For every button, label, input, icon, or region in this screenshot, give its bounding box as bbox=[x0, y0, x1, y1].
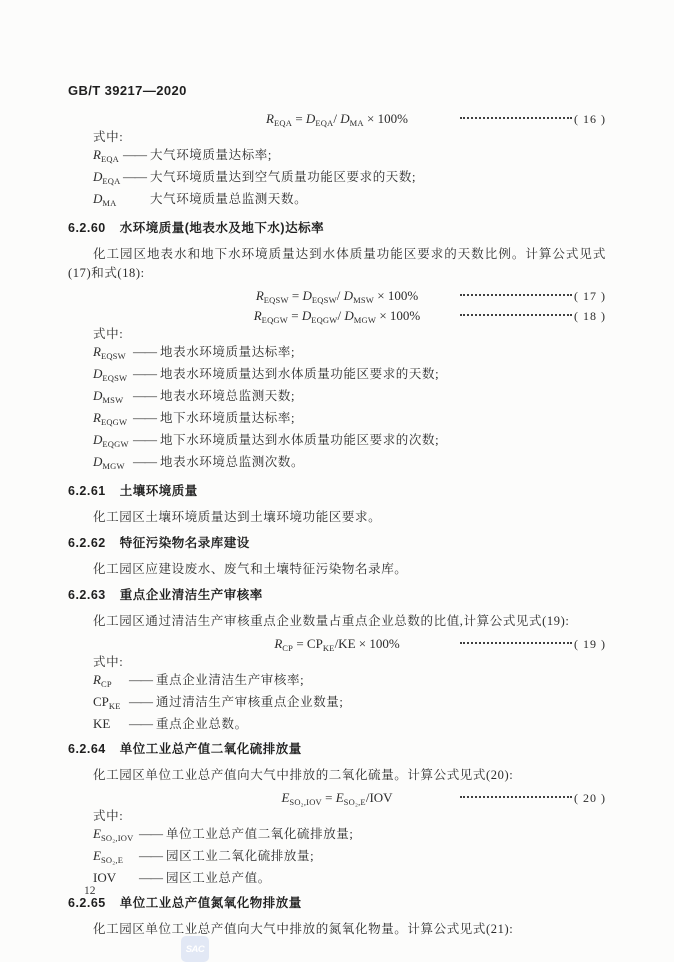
section-number: 6.2.64 bbox=[68, 742, 106, 756]
definition-text: 地表水环境总监测天数; bbox=[160, 389, 296, 403]
formula-symbol: E bbox=[93, 826, 101, 841]
formula-symbol: = bbox=[293, 635, 307, 651]
dash: —— bbox=[139, 871, 162, 885]
formula-symbol: / bbox=[333, 110, 341, 126]
formula-tail bbox=[418, 289, 606, 304]
section-heading bbox=[68, 589, 606, 602]
symbol bbox=[93, 671, 129, 693]
dash: —— bbox=[133, 455, 156, 469]
formula-symbol: R bbox=[274, 635, 283, 651]
paragraph: 化工园区应建设废水、废气和土壤特征污染物名录库。 bbox=[93, 562, 408, 576]
equation-number: ( 17 ) bbox=[574, 288, 606, 303]
dotted-leader bbox=[460, 796, 572, 798]
definition-text: 大气环境质量达到空气质量功能区要求的天数; bbox=[150, 170, 417, 184]
formula-subscript: CP bbox=[100, 679, 112, 689]
formula-symbol: = bbox=[287, 307, 302, 323]
formula-tail bbox=[400, 637, 606, 652]
formula-subscript: EQSW bbox=[100, 351, 126, 361]
definition-text: 单位工业总产值二氧化硫排放量; bbox=[166, 827, 354, 841]
formula-symbol: CP bbox=[93, 694, 109, 709]
formula-symbol: D bbox=[302, 287, 312, 303]
section-heading bbox=[68, 222, 606, 235]
symbol bbox=[93, 869, 139, 886]
where-label: 式中: bbox=[93, 327, 124, 341]
formula-symbol: /KE × 100% bbox=[334, 635, 400, 651]
formula-symbol: D bbox=[93, 454, 103, 469]
formula-symbol: / bbox=[336, 287, 344, 303]
dash: —— bbox=[129, 695, 152, 709]
definition-item bbox=[93, 671, 606, 693]
section-heading bbox=[68, 485, 606, 498]
formula-symbol: × 100% bbox=[373, 287, 419, 303]
formula-symbol: = bbox=[292, 110, 306, 126]
definition-item bbox=[93, 431, 606, 453]
dash: —— bbox=[133, 411, 156, 425]
definition-text: 地表水环境质量达到水体质量功能区要求的天数; bbox=[160, 367, 440, 381]
formula-subscript: EQGW bbox=[100, 417, 128, 427]
formula-subscript: EQSW bbox=[102, 373, 128, 383]
symbol bbox=[93, 168, 123, 190]
section-title: 水环境质量(地表水及地下水)达标率 bbox=[119, 221, 325, 235]
formula-symbol: / bbox=[337, 307, 345, 323]
formula-subscript: CP bbox=[282, 642, 294, 653]
formula bbox=[281, 790, 392, 807]
definition-item bbox=[93, 825, 606, 847]
definition-text: 地表水环境总监测次数。 bbox=[160, 455, 305, 469]
definition-text: 大气环境质量总监测天数。 bbox=[150, 192, 308, 206]
definition-list bbox=[68, 343, 606, 475]
definition-text: 地表水环境质量达标率; bbox=[160, 345, 296, 359]
formula-subscript: SO₂,E bbox=[100, 855, 124, 865]
page-content bbox=[68, 84, 606, 942]
sac-watermark-logo bbox=[181, 936, 209, 962]
dash: —— bbox=[139, 827, 162, 841]
definition-text: 地下水环境质量达到水体质量功能区要求的次数; bbox=[160, 433, 440, 447]
section-heading bbox=[68, 537, 606, 550]
section-number: 6.2.60 bbox=[68, 221, 106, 235]
section-heading bbox=[68, 743, 606, 756]
symbol bbox=[93, 365, 133, 387]
formula bbox=[254, 308, 421, 325]
dash: —— bbox=[133, 433, 156, 447]
formula-symbol: D bbox=[340, 110, 350, 126]
formula-subscript: SO₂,IOV bbox=[100, 833, 134, 843]
formula-symbol: KE bbox=[93, 716, 111, 731]
formula-row bbox=[68, 634, 606, 654]
formula-subscript: SO₂,E bbox=[343, 796, 366, 807]
document-body bbox=[68, 109, 606, 939]
section-heading bbox=[68, 897, 606, 910]
dash: —— bbox=[139, 849, 162, 863]
equation-number: ( 18 ) bbox=[574, 308, 606, 323]
formula-symbol: D bbox=[305, 110, 316, 126]
dash: —— bbox=[129, 673, 152, 687]
formula-symbol: × 100% bbox=[363, 110, 408, 126]
definition-item bbox=[93, 715, 606, 733]
formula-subscript: KE bbox=[108, 701, 121, 711]
symbol bbox=[93, 190, 123, 212]
formula-symbol: IOV bbox=[93, 870, 117, 885]
definition-text: 重点企业清洁生产审核率; bbox=[156, 673, 305, 687]
section-number: 6.2.65 bbox=[68, 896, 106, 910]
standard-number: GB/T 39217—2020 bbox=[68, 83, 187, 98]
formula-symbol: = bbox=[288, 287, 303, 303]
definition-item bbox=[93, 387, 606, 409]
definition-item bbox=[93, 343, 606, 365]
symbol bbox=[93, 693, 129, 715]
equation-number: ( 16 ) bbox=[574, 111, 606, 126]
definition-text: 园区工业总产值。 bbox=[166, 871, 271, 885]
definition-item bbox=[93, 847, 606, 869]
formula-symbol: D bbox=[93, 191, 103, 206]
dotted-leader bbox=[460, 314, 572, 316]
formula-symbol: D bbox=[301, 307, 312, 323]
dash: —— bbox=[133, 345, 156, 359]
formula-subscript: MA bbox=[102, 198, 117, 208]
section-title: 特征污染物名录库建设 bbox=[119, 536, 250, 550]
definition-item bbox=[93, 453, 606, 475]
formula-subscript: MGW bbox=[353, 314, 377, 325]
formula-symbol: /IOV bbox=[365, 789, 393, 805]
formula-subscript: EQSW bbox=[263, 294, 289, 305]
section-title: 重点企业清洁生产审核率 bbox=[119, 588, 263, 602]
dash: —— bbox=[123, 148, 146, 162]
equation-number: ( 20 ) bbox=[574, 790, 606, 805]
formula-row bbox=[68, 306, 606, 326]
definition-item bbox=[93, 409, 606, 431]
formula-subscript: MGW bbox=[102, 461, 125, 471]
formula-symbol: R bbox=[266, 110, 274, 126]
definition-item bbox=[93, 693, 606, 715]
symbol bbox=[93, 146, 123, 168]
formula-subscript: EQGW bbox=[102, 439, 129, 449]
formula-symbol: D bbox=[344, 307, 354, 323]
formula-symbol: CP bbox=[306, 635, 323, 651]
formula-subscript: EQGW bbox=[311, 314, 338, 325]
dotted-leader bbox=[460, 642, 572, 644]
formula-tail bbox=[420, 309, 606, 324]
definition-item bbox=[93, 168, 606, 190]
page-number: 12 bbox=[84, 885, 96, 897]
symbol bbox=[93, 825, 139, 847]
section-number: 6.2.63 bbox=[68, 588, 106, 602]
formula-symbol: R bbox=[93, 147, 101, 162]
formula-symbol: × 100% bbox=[376, 307, 421, 323]
definition-text: 地下水环境质量达标率; bbox=[160, 411, 296, 425]
symbol bbox=[93, 343, 133, 365]
formula-symbol: R bbox=[93, 672, 101, 687]
formula-subscript: EQA bbox=[100, 154, 120, 164]
formula-symbol: R bbox=[253, 307, 262, 323]
symbol bbox=[93, 409, 133, 431]
dotted-leader bbox=[460, 117, 572, 119]
formula-subscript: EQGW bbox=[261, 314, 288, 325]
section-title: 单位工业总产值氮氧化物排放量 bbox=[119, 896, 302, 910]
definition-list bbox=[68, 825, 606, 887]
paragraph: 化工园区通过清洁生产审核重点企业数量占重点企业总数的比值,计算公式见式(19): bbox=[93, 614, 570, 628]
formula-symbol: E bbox=[335, 789, 344, 805]
paragraph: 化工园区地表水和地下水环境质量达到水体质量功能区要求的天数比例。计算公式见式(17)和式(18): bbox=[68, 247, 606, 280]
formula-symbol: D bbox=[93, 169, 103, 184]
definition-text: 重点企业总数。 bbox=[156, 717, 248, 731]
formula-subscript: EQSW bbox=[311, 294, 337, 305]
section-number: 6.2.62 bbox=[68, 536, 106, 550]
formula bbox=[266, 111, 408, 128]
definition-item bbox=[93, 365, 606, 387]
formula-symbol: R bbox=[93, 410, 101, 425]
formula-subscript: EQA bbox=[315, 117, 334, 128]
formula-row bbox=[68, 286, 606, 306]
formula-symbol: D bbox=[93, 366, 103, 381]
formula-symbol: D bbox=[343, 287, 354, 303]
formula-subscript: MSW bbox=[102, 395, 124, 405]
paragraph: 化工园区单位工业总产值向大气中排放的二氧化硫量。计算公式见式(20): bbox=[93, 768, 514, 782]
formula-subscript: SO₂,IOV bbox=[289, 796, 322, 807]
formula-tail bbox=[408, 112, 606, 127]
definition-text: 大气环境质量达标率; bbox=[150, 148, 272, 162]
definition-list bbox=[68, 146, 606, 212]
formula-subscript: MSW bbox=[353, 294, 374, 305]
definition-text: 通过清洁生产审核重点企业数量; bbox=[156, 695, 344, 709]
section-title: 土壤环境质量 bbox=[119, 484, 198, 498]
definition-item bbox=[93, 869, 606, 887]
where-label: 式中: bbox=[93, 809, 124, 823]
equation-number: ( 19 ) bbox=[574, 636, 606, 651]
formula-subscript: MA bbox=[349, 117, 364, 128]
dash: —— bbox=[133, 367, 156, 381]
symbol bbox=[93, 387, 133, 409]
formula-row bbox=[68, 788, 606, 808]
formula-symbol: D bbox=[93, 388, 103, 403]
dash: —— bbox=[133, 389, 156, 403]
paragraph: 化工园区土壤环境质量达到土壤环境功能区要求。 bbox=[93, 510, 382, 524]
formula-symbol: R bbox=[93, 344, 101, 359]
definition-item bbox=[93, 190, 606, 212]
where-label: 式中: bbox=[93, 655, 124, 669]
formula bbox=[274, 636, 399, 653]
formula-symbol: E bbox=[281, 789, 290, 805]
section-title: 单位工业总产值二氧化硫排放量 bbox=[119, 742, 302, 756]
paragraph: 化工园区单位工业总产值向大气中排放的氮氧化物量。计算公式见式(21): bbox=[93, 922, 514, 936]
formula bbox=[256, 288, 418, 305]
formula-subscript: EQA bbox=[274, 117, 293, 128]
formula-symbol: = bbox=[321, 789, 336, 805]
where-label: 式中: bbox=[93, 130, 124, 144]
symbol bbox=[93, 431, 133, 453]
symbol bbox=[93, 715, 129, 732]
formula-symbol: D bbox=[93, 432, 103, 447]
formula-subscript: KE bbox=[322, 642, 335, 653]
formula-tail bbox=[393, 791, 606, 806]
formula-row bbox=[68, 109, 606, 129]
symbol bbox=[93, 847, 139, 869]
definition-list bbox=[68, 671, 606, 733]
definition-text: 园区工业二氧化硫排放量; bbox=[166, 849, 315, 863]
dotted-leader bbox=[460, 294, 572, 296]
dash: —— bbox=[129, 717, 152, 731]
sac-watermark-text: SAC bbox=[185, 943, 205, 955]
dash: —— bbox=[123, 170, 146, 184]
symbol bbox=[93, 453, 133, 475]
formula-symbol: R bbox=[255, 287, 264, 303]
formula-subscript: EQA bbox=[102, 176, 121, 186]
section-number: 6.2.61 bbox=[68, 484, 106, 498]
definition-item bbox=[93, 146, 606, 168]
formula-symbol: E bbox=[93, 848, 101, 863]
